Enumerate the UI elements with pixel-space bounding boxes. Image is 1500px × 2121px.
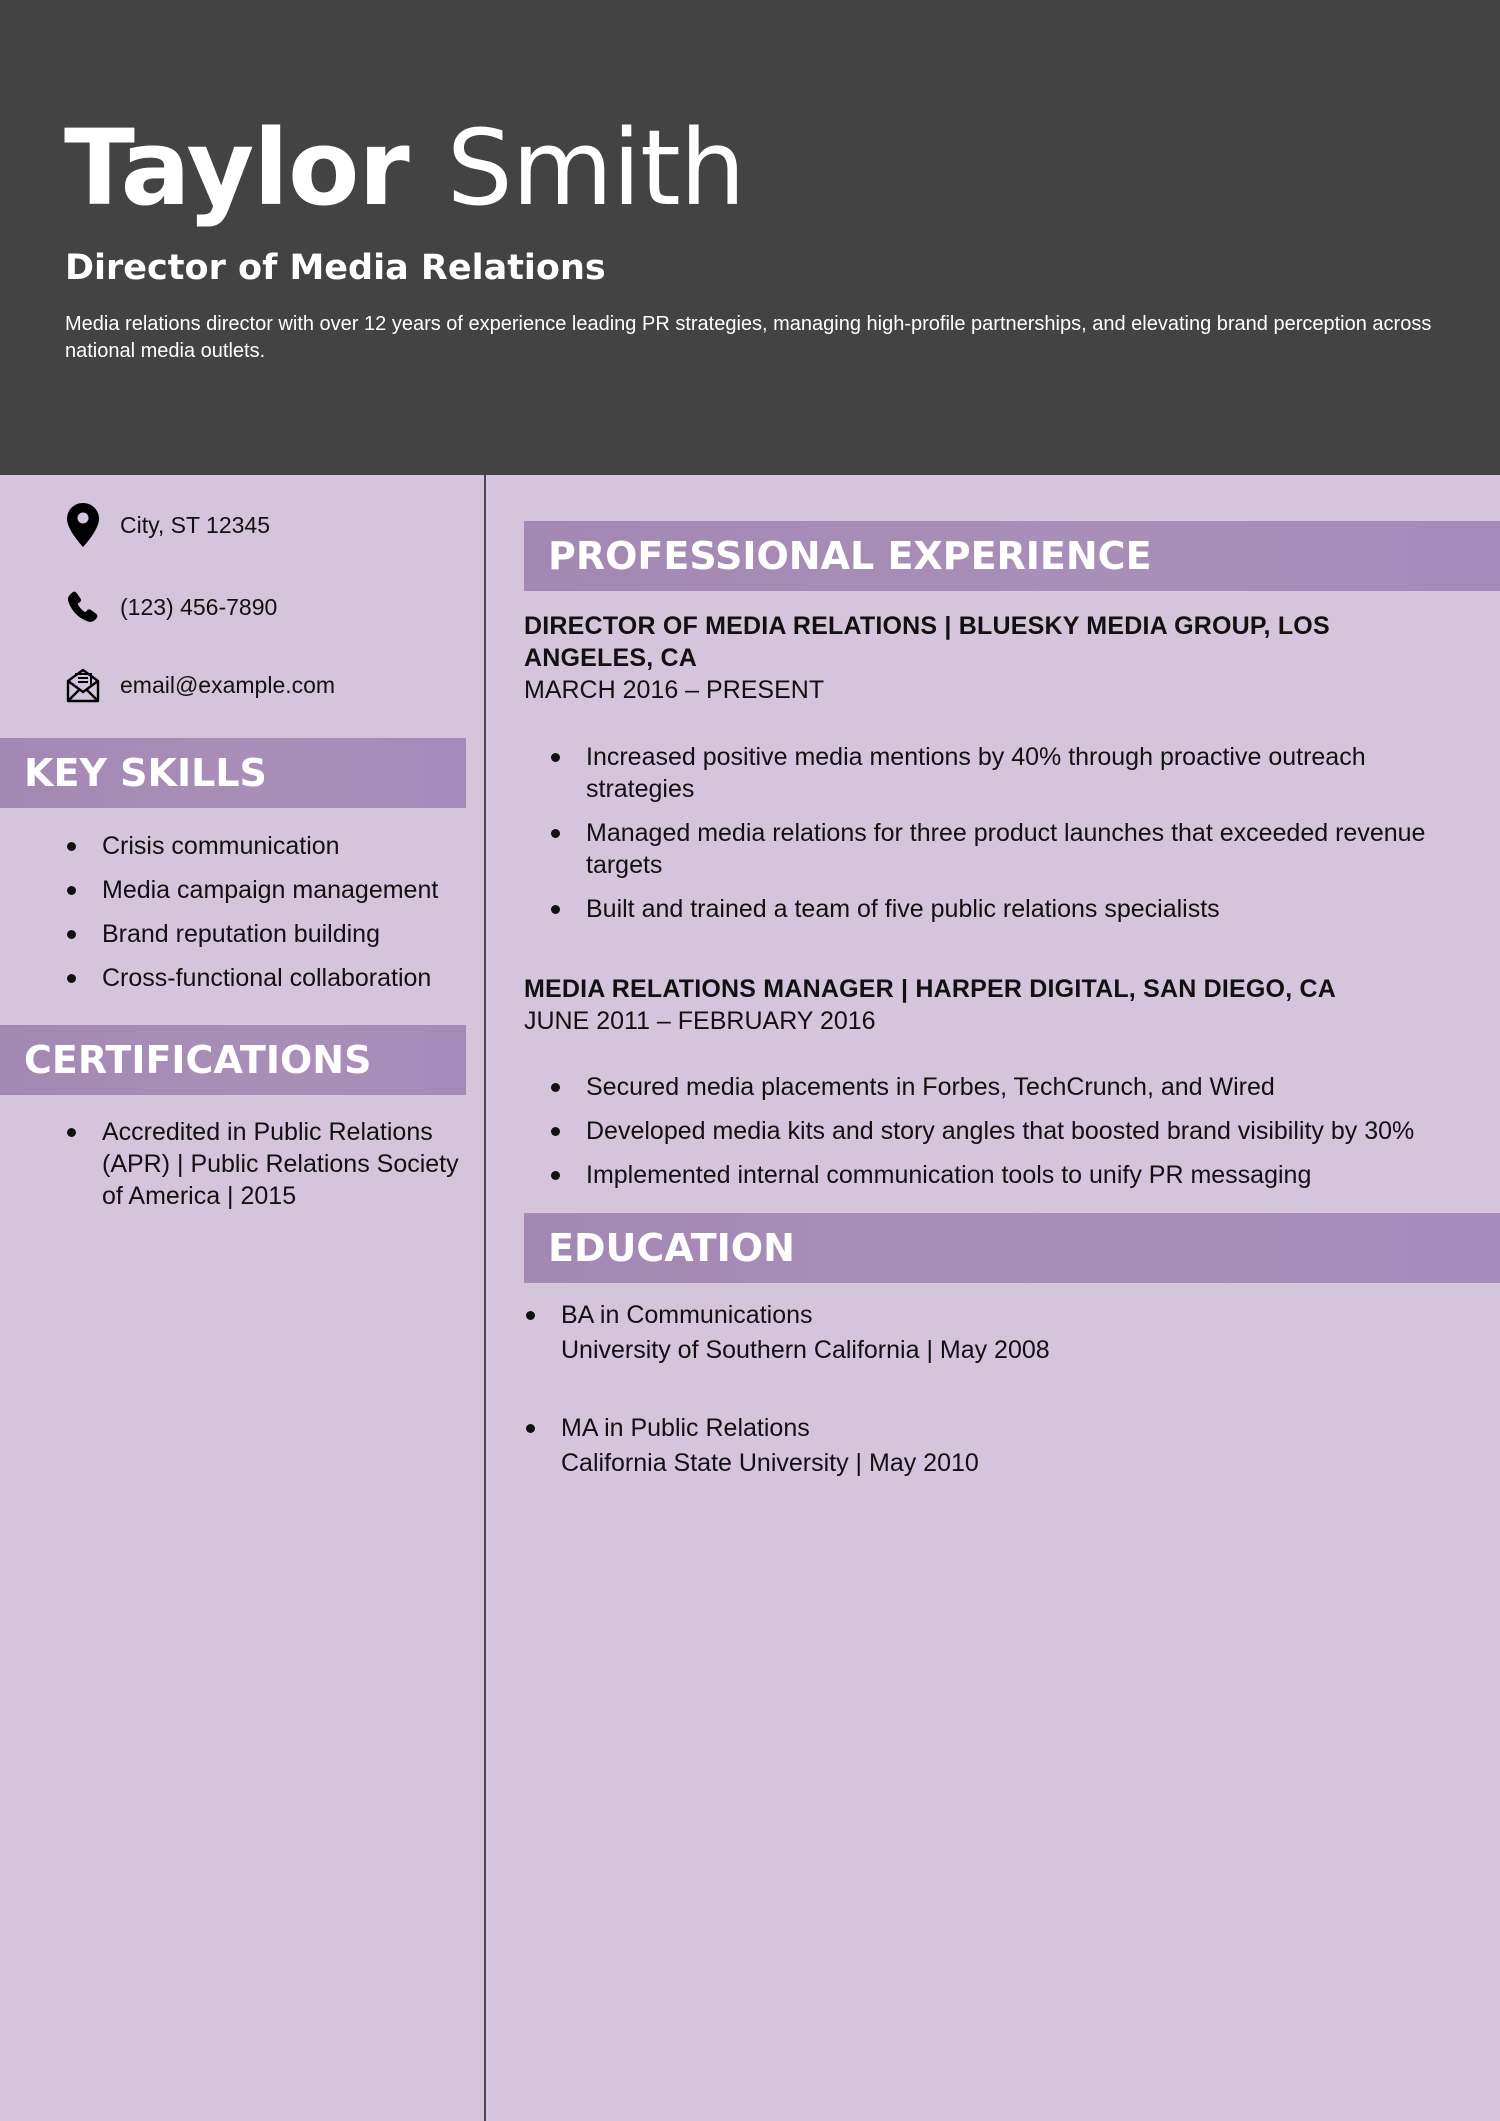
experience-heading: PROFESSIONAL EXPERIENCE <box>524 521 1500 591</box>
candidate-name <box>64 108 745 228</box>
list-item: Built and trained a team of five public relations specialists <box>548 893 1478 925</box>
location-text: City, ST 12345 <box>120 511 271 538</box>
last-name: Smith <box>446 107 745 229</box>
job-header: DIRECTOR OF MEDIA RELATIONS | BLUESKY MEDIA GROUP, LOS ANGELES, CA <box>524 612 1330 672</box>
contact-email[interactable] <box>64 660 464 710</box>
list-item: Developed media kits and story angles that boosted brand visibility by 30% <box>548 1115 1478 1147</box>
education-item <box>524 1298 1424 1368</box>
header <box>0 0 1500 475</box>
degree: BA in Communications <box>561 1301 813 1329</box>
bullet-dot <box>526 1424 535 1433</box>
contact-phone <box>64 582 464 632</box>
skills-list <box>64 830 476 1006</box>
key-skills-heading: KEY SKILLS <box>0 738 466 808</box>
education-item <box>524 1411 1424 1481</box>
degree: MA in Public Relations <box>561 1414 810 1442</box>
job-title: Director of Media Relations <box>65 248 606 288</box>
phone-icon <box>64 584 102 630</box>
list-item: Increased positive media mentions by 40% through proactive outreach strategies <box>548 741 1478 805</box>
map-pin-icon <box>64 502 102 548</box>
list-item: Secured media placements in Forbes, TechCrunch, and Wired <box>548 1071 1478 1103</box>
list-item: Media campaign management <box>64 874 476 906</box>
contact-location <box>64 500 464 550</box>
school: California State University | May 2010 <box>561 1449 979 1477</box>
job-dates: JUNE 2011 – FEBRUARY 2016 <box>524 1007 876 1035</box>
column-divider <box>484 475 486 2121</box>
education-heading: EDUCATION <box>524 1213 1500 1283</box>
job-bullets <box>548 741 1478 937</box>
certifications-list <box>64 1116 476 1224</box>
list-item: Accredited in Public Relations (APR) | Public Relations Society of America | 2015 <box>64 1116 476 1212</box>
job-dates: MARCH 2016 – PRESENT <box>524 676 825 704</box>
list-item: Crisis communication <box>64 830 476 862</box>
list-item: Implemented internal communication tools to unify PR messaging <box>548 1159 1478 1191</box>
bullet-dot <box>526 1311 535 1320</box>
first-name: Taylor <box>64 107 409 229</box>
phone-text: (123) 456-7890 <box>120 593 278 620</box>
email-link[interactable]: email@example.com <box>120 671 336 698</box>
envelope-icon <box>64 662 102 708</box>
list-item: Brand reputation building <box>64 918 476 950</box>
list-item: Managed media relations for three product launches that exceeded revenue targets <box>548 817 1478 881</box>
school: University of Southern California | May 2008 <box>561 1336 1050 1364</box>
certifications-heading: CERTIFICATIONS <box>0 1025 466 1095</box>
professional-summary: Media relations director with over 12 years of experience leading PR strategies, managing high-profile partnerships, and elevating brand perception across national media outlets. <box>65 313 1432 362</box>
list-item: Cross-functional collaboration <box>64 962 476 994</box>
job-header: MEDIA RELATIONS MANAGER | HARPER DIGITAL, SAN DIEGO, CA <box>524 975 1336 1003</box>
job-bullets <box>548 1071 1478 1203</box>
